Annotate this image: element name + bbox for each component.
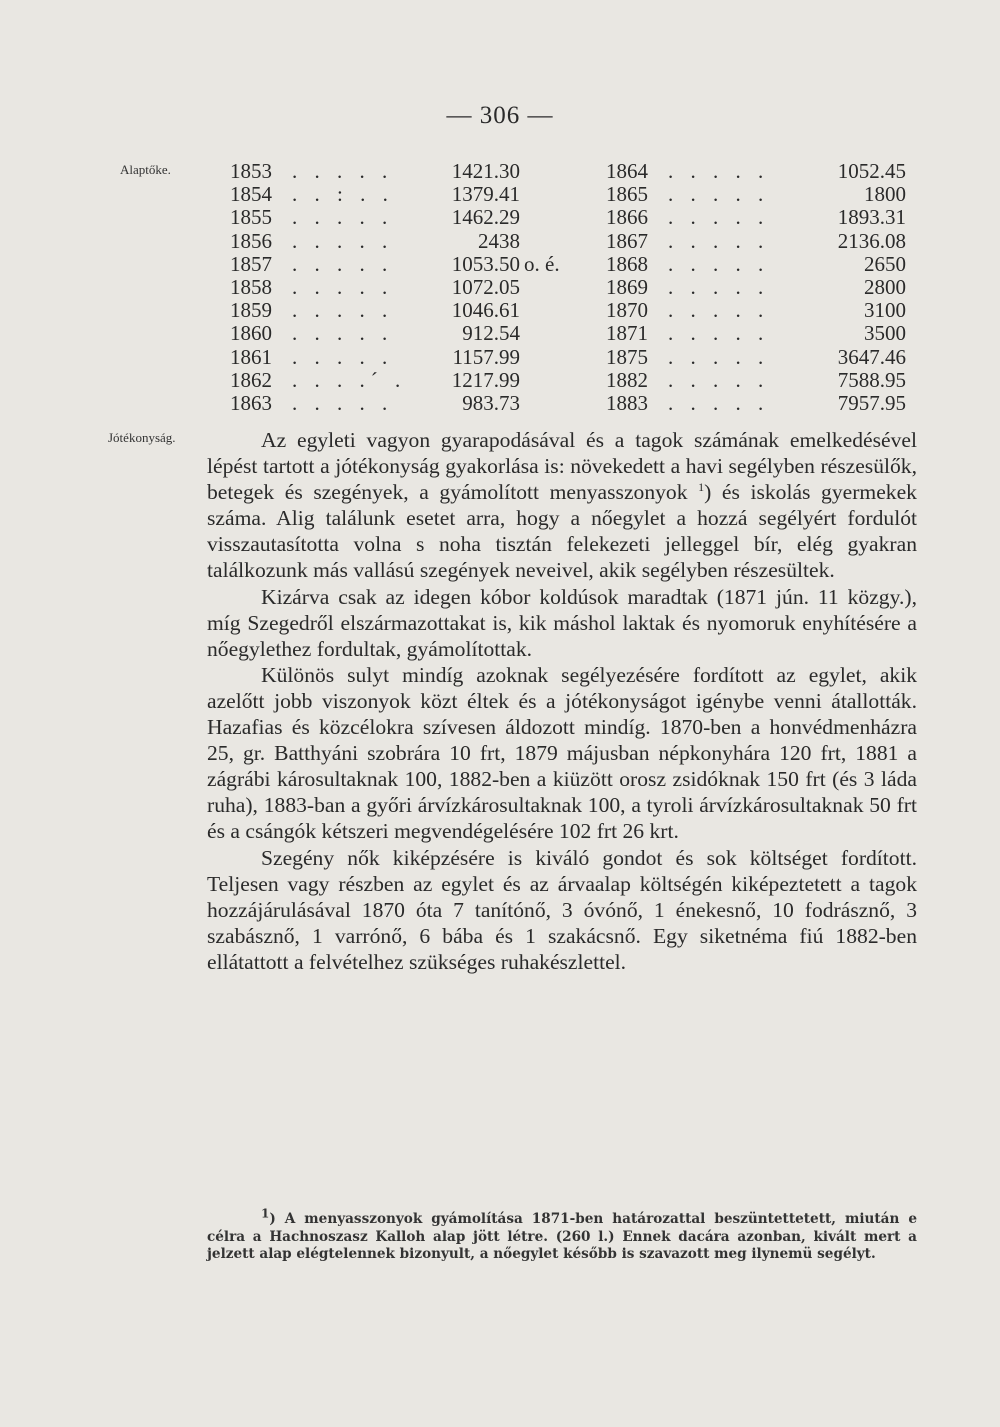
- footnote: [207, 1206, 917, 1264]
- year-cell: 1855: [230, 205, 272, 230]
- leader-dots: . . . . .: [668, 228, 770, 253]
- leader-dots: . . . . .: [668, 390, 770, 415]
- footnote-ref: 1: [698, 480, 705, 494]
- leader-dots: . . . . .: [292, 298, 394, 323]
- year-cell: 1860: [230, 321, 272, 346]
- year-cell: 1864: [606, 159, 648, 183]
- page-number: — 306 —: [446, 102, 554, 129]
- table-row: [230, 346, 590, 369]
- amount-cell: 983.73: [462, 390, 520, 415]
- leader-dots: . . . . .: [292, 251, 394, 276]
- year-cell: 1854: [230, 182, 272, 207]
- amount-cell: 2650: [864, 251, 906, 276]
- year-cell: 1861: [230, 344, 272, 369]
- amount-cell: 3500: [864, 321, 906, 346]
- leader-dots: . . . . .: [292, 344, 394, 369]
- amount-cell: 1072.05: [451, 274, 520, 299]
- paragraph: Különös sulyt mindíg azoknak segélyezésére fordított az egylet, akik azelőtt jobb viszonyok közt éltek és a jótékonyságot igénybe venni átallották. Hazafias és közcélokra szívesen áldozott mindíg. 1870-ben a honvédmenházra 25, gr. Batthyáni szobrára 10 frt, 1879 májusban népkonyhára 120 frt, 1881 a zágrábi károsultaknak 100, 1882-ben a kiüzött orosz zsidóknak 150 frt (és 3 láda ruha), 1883-ban a győri árvízkárosultaknak 100, a tyroli árvízkárosultaknak 50 frt és a csángók kétszeri megvendégelésére 102 frt 26 krt.: [207, 662, 917, 844]
- year-cell: 1859: [230, 298, 272, 323]
- table-row: [606, 392, 906, 415]
- year-cell: 1862: [230, 367, 272, 392]
- margin-note-jotekonysag: Jótékonyság.: [108, 430, 176, 445]
- amount-cell: 1217.99: [451, 367, 520, 392]
- table-row: [606, 253, 906, 276]
- year-cell: 1868: [606, 251, 648, 276]
- leader-dots: . . . . .: [668, 298, 770, 323]
- table-row: [230, 253, 590, 276]
- year-cell: 1853: [230, 159, 272, 183]
- paragraph: [207, 427, 917, 584]
- table-row: [230, 392, 590, 415]
- leader-dots: . . . . .: [668, 274, 770, 299]
- paragraph-text: Az egyleti vagyon gyarapodásával és a tagok számának emelkedésével lépést tartott a jótékonyság gyakorlása is: növekedett a havi segélyben részesülők, betegek és szegények, a gyámolított menyasszonyok: [207, 428, 917, 505]
- table-row: [606, 183, 906, 206]
- leader-dots: . . . . .: [668, 251, 770, 276]
- table-row: [606, 322, 906, 345]
- leader-dots: . . . . .: [292, 205, 394, 230]
- amount-cell: 1462.29: [451, 205, 520, 230]
- capital-table-left: [230, 160, 590, 415]
- table-row: [230, 276, 590, 299]
- leader-dots: . . . . .: [292, 274, 394, 299]
- amount-cell: 2800: [864, 274, 906, 299]
- amount-cell: 1421.30: [451, 159, 520, 183]
- amount-cell: 7588.95: [837, 367, 906, 392]
- body-text: [207, 427, 917, 975]
- leader-dots: . . . .´ .: [292, 367, 407, 392]
- year-cell: 1857: [230, 251, 272, 276]
- amount-cell: 1893.31: [837, 205, 906, 230]
- table-row: [230, 322, 590, 345]
- paragraph: Kizárva csak az idegen kóbor koldúsok maradtak (1871 jún. 11 közgy.), míg Szegedről elszármazottakat is, kik máshol laktak és nyomoruk enyhítésére a nőegylethez fordultak, gyámolítottak.: [207, 584, 917, 661]
- year-cell: 1856: [230, 228, 272, 253]
- amount-cell: 2136.08: [837, 228, 906, 253]
- leader-dots: . . : . .: [292, 182, 394, 207]
- table-row: [230, 206, 590, 229]
- table-row: [230, 299, 590, 322]
- amount-cell: 7957.95: [837, 390, 906, 415]
- table-row: [230, 183, 590, 206]
- leader-dots: . . . . .: [292, 228, 394, 253]
- table-row: [606, 206, 906, 229]
- table-row: [606, 230, 906, 253]
- table-row: [606, 276, 906, 299]
- table-row: [230, 369, 590, 392]
- amount-cell: 912.54: [462, 321, 520, 346]
- amount-cell: 3647.46: [837, 344, 906, 369]
- amount-cell: 1052.45: [837, 159, 906, 183]
- leader-dots: . . . . .: [668, 205, 770, 230]
- leader-dots: . . . . .: [668, 344, 770, 369]
- year-cell: 1871: [606, 321, 648, 346]
- table-row: [606, 299, 906, 322]
- footnote-text: ) A menyasszonyok gyámolítása 1871-ben határozattal beszüntettetett, miután e célra a Hachnoszasz Kalloh alap jött létre. (260 l.) Ennek dacára azonban, kivált mert a jelzett alap elégtelennek bizonyult, a nőegylet később is szavazott meg ilynemü segélyt.: [207, 1211, 917, 1263]
- footnote-marker: 1: [261, 1206, 270, 1221]
- amount-cell: 2438: [478, 228, 520, 253]
- leader-dots: . . . . .: [668, 367, 770, 392]
- amount-cell: 1379.41: [451, 182, 520, 207]
- year-cell: 1869: [606, 274, 648, 299]
- paragraph-text: ) és iskolás gyermekek száma. Alig találunk esetet arra, hogy a nőegylet a hozzá segélyért fordulót visszautasította volna s noha tisztán felekezeti jelleggel bír, elég gyakran találkozunk más vallású szegények neveivel, akik segélyben részesültek.: [207, 480, 917, 583]
- year-cell: 1866: [606, 205, 648, 230]
- leader-dots: . . . . .: [292, 321, 394, 346]
- table-row: [606, 369, 906, 392]
- year-cell: 1867: [606, 228, 648, 253]
- leader-dots: . . . . .: [668, 159, 770, 183]
- table-row: [230, 160, 590, 183]
- margin-note-alaptoke: Alaptőke.: [120, 162, 171, 177]
- amount-cell: 1053.50: [451, 251, 520, 276]
- amount-cell: 1157.99: [452, 344, 520, 369]
- leader-dots: . . . . .: [292, 390, 394, 415]
- table-row: [606, 160, 906, 183]
- year-cell: 1858: [230, 274, 272, 299]
- leader-dots: . . . . .: [668, 321, 770, 346]
- table-row: [606, 346, 906, 369]
- capital-table-right: [606, 160, 906, 415]
- year-cell: 1870: [606, 298, 648, 323]
- year-cell: 1865: [606, 182, 648, 207]
- year-cell: 1863: [230, 390, 272, 415]
- leader-dots: . . . . .: [292, 159, 394, 183]
- amount-cell: 1046.61: [451, 298, 520, 323]
- year-cell: 1875: [606, 344, 648, 369]
- year-cell: 1882: [606, 367, 648, 392]
- amount-cell: 3100: [864, 298, 906, 323]
- note-cell: o. é.: [524, 251, 560, 276]
- year-cell: 1883: [606, 390, 648, 415]
- amount-cell: 1800: [864, 182, 906, 207]
- paragraph: Szegény nők kiképzésére is kiváló gondot és sok költséget fordított. Teljesen vagy részben az egylet és az árvaalap költségén kiképeztetett a tagok hozzájárulásával 1870 óta 7 tanítónő, 3 óvónő, 1 énekesnő, 10 fodrásznő, 3 szabásznő, 1 varrónő, 6 bába és 1 szakácsnő. Egy siketnéma fiú 1882-ben ellátattott a felvételhez szükséges ruhakészlettel.: [207, 845, 917, 974]
- table-row: [230, 230, 590, 253]
- leader-dots: . . . . .: [668, 182, 770, 207]
